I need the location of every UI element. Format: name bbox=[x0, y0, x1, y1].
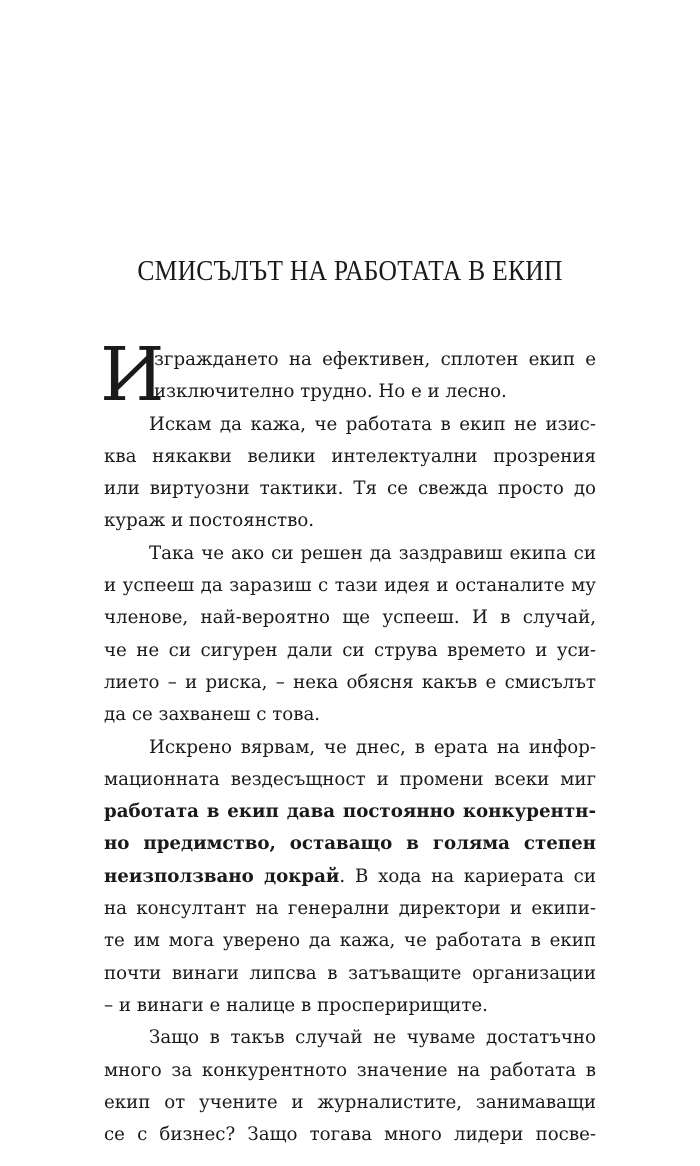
text-line bbox=[104, 861, 596, 893]
text-line: мационната вездесъщност и промени всеки миг bbox=[104, 768, 596, 790]
text-line: или виртуозни тактики. Тя се свежда просто до bbox=[104, 478, 596, 500]
text-line: изключително трудно. Но е и лесно. bbox=[154, 381, 507, 403]
text-line: Така че ако си решен да заздравиш екипа си bbox=[149, 542, 596, 564]
paragraph-5 bbox=[104, 1022, 596, 1151]
text-line: членове, най-вероятно ще успееш. И в случай, bbox=[104, 607, 596, 629]
text-line: много за конкурентното значение на работата в bbox=[104, 1059, 596, 1081]
text-line: – и винаги е налице в просперирищите. bbox=[104, 994, 488, 1016]
chapter-title: СМИСЪЛЪТ НА РАБОТАТА В ЕКИП bbox=[137, 255, 563, 287]
text-line: на консултант на генерални директори и екипи- bbox=[104, 898, 596, 920]
drop-cap: И bbox=[100, 332, 165, 418]
text-fragment: . В хода на кариерата си bbox=[339, 865, 596, 887]
text-line: да се захванеш с това. bbox=[104, 704, 321, 726]
text-line: се с бизнес? Защо тогава много лидери посве- bbox=[104, 1124, 596, 1146]
paragraph-2 bbox=[104, 409, 596, 538]
body-text bbox=[100, 332, 596, 1151]
text-line: зграждането на ефективен, сплотен екип е bbox=[154, 349, 596, 370]
text-line: лието – и риска, – нека обясня какъв е смисълът bbox=[104, 671, 596, 693]
paragraph-4 bbox=[104, 732, 596, 1023]
text-line: почти винаги липсва в затъващите организации bbox=[104, 962, 596, 984]
text-line: те им мога уверено да кажа, че работата в екип bbox=[104, 930, 596, 952]
text-line: Искам да кажа, че работата в екип не изис- bbox=[149, 413, 596, 435]
text-line: и успееш да заразиш с тази идея и останалите му bbox=[104, 575, 596, 597]
text-line: Искрено вярвам, че днес, в ерата на инфор- bbox=[149, 736, 596, 758]
text-line: кураж и постоянство. bbox=[104, 510, 315, 532]
paragraph-1 bbox=[100, 332, 596, 418]
emphasized-text: неизползвано докрай bbox=[104, 865, 340, 887]
emphasized-line: но предимство, оставащо в голяма степен bbox=[104, 833, 596, 855]
text-line: екип от учените и журналистите, занимаващи bbox=[104, 1091, 596, 1113]
emphasized-line: работата в екип дава постоянно конкурентн- bbox=[104, 801, 596, 823]
paragraph-3 bbox=[104, 538, 596, 732]
text-line: ква някакви велики интелектуални прозрения bbox=[104, 445, 596, 467]
text-line: Защо в такъв случай не чуваме достатъчно bbox=[149, 1027, 596, 1049]
text-line: че не си сигурен дали си струва времето и уси- bbox=[104, 639, 596, 661]
